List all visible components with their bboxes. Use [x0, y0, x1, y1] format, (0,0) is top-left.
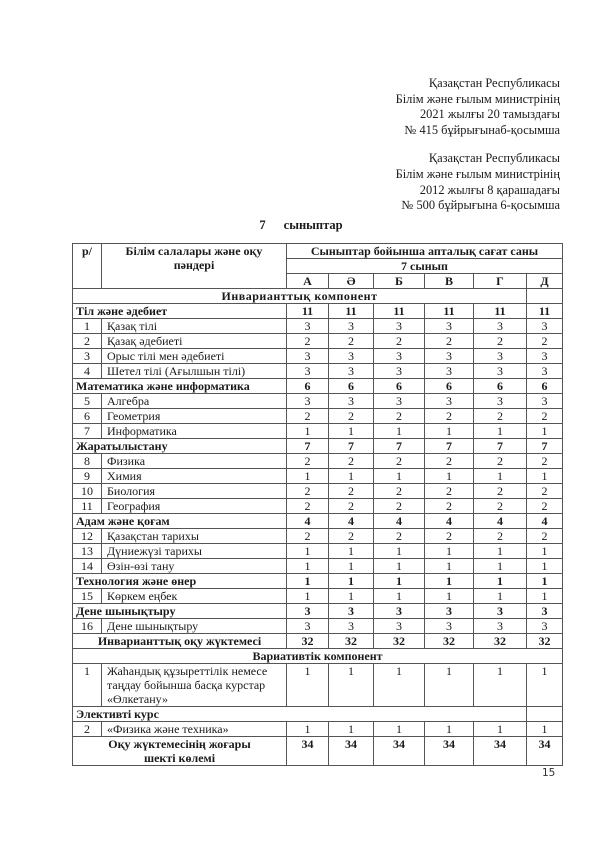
max-load-row [73, 737, 563, 766]
subject-hours: 2 [527, 334, 563, 349]
subject-name: Жаһандық құзыреттілік немесе таңдау бойынша басқа курстар «Өлкетану» [102, 664, 287, 707]
group-hours: 4 [527, 514, 563, 529]
group-hours: 6 [287, 379, 329, 394]
subject-hours: 3 [474, 319, 527, 334]
table-row [73, 664, 563, 707]
table-row [73, 469, 563, 484]
subject-hours: 3 [287, 349, 329, 364]
subject-hours: 1 [474, 469, 527, 484]
grade-number: 7 [259, 218, 266, 232]
subject-hours: 3 [474, 394, 527, 409]
curriculum-table [72, 243, 563, 766]
subject-hours: 1 [329, 722, 374, 737]
subject-hours: 2 [374, 454, 425, 469]
group-hours: 1 [527, 574, 563, 589]
subject-hours: 3 [374, 364, 425, 379]
subject-hours: 3 [329, 349, 374, 364]
subject-hours: 1 [527, 589, 563, 604]
subject-hours: 2 [374, 409, 425, 424]
appendix-line: № 415 бұйрығынаб-қосымша [404, 122, 560, 137]
subject-hours: 1 [329, 544, 374, 559]
subject-hours: 1 [527, 664, 563, 707]
page-number: 15 [542, 767, 556, 779]
subject-number: 3 [73, 349, 102, 364]
group-hours: 7 [329, 439, 374, 454]
subject-hours: 2 [474, 499, 527, 514]
subject-hours: 2 [425, 529, 474, 544]
group-name: Дене шынықтыру [73, 604, 287, 619]
subject-number: 5 [73, 394, 102, 409]
header-class: В [425, 274, 474, 289]
group-hours: 11 [287, 304, 329, 319]
group-hours: 3 [474, 604, 527, 619]
subject-hours: 1 [287, 664, 329, 707]
group-hours: 4 [374, 514, 425, 529]
total-hours: 32 [474, 634, 527, 649]
subject-hours: 1 [527, 469, 563, 484]
subject-name: Қазақ тілі [102, 319, 287, 334]
appendix-line: Қазақстан Республикасы [428, 76, 560, 90]
max-load-hours: 34 [287, 737, 329, 766]
subject-name: Геометрия [102, 409, 287, 424]
subject-hours: 2 [527, 529, 563, 544]
appendix-line: Білім және ғылым министрінің [395, 91, 560, 106]
total-label: Инварианттық оқу жүктемесі [73, 634, 287, 649]
subject-hours: 3 [425, 619, 474, 634]
table-row [73, 589, 563, 604]
subject-hours: 3 [425, 394, 474, 409]
header-class: Б [374, 274, 425, 289]
max-load-hours: 34 [374, 737, 425, 766]
group-hours: 3 [374, 604, 425, 619]
subject-number: 9 [73, 469, 102, 484]
subject-hours: 3 [287, 364, 329, 379]
table-row [73, 349, 563, 364]
group-hours: 7 [425, 439, 474, 454]
table-row [73, 394, 563, 409]
subject-hours: 3 [425, 319, 474, 334]
group-hours: 4 [287, 514, 329, 529]
subject-hours: 3 [425, 349, 474, 364]
header-class: А [287, 274, 329, 289]
appendix-line: 2021 жылғы 20 тамыздағы [419, 107, 560, 122]
group-row [73, 439, 563, 454]
group-name: Тіл және әдебиет [73, 304, 287, 319]
subject-hours: 1 [287, 544, 329, 559]
subject-hours: 2 [287, 484, 329, 499]
subject-hours: 2 [287, 499, 329, 514]
subject-hours: 1 [287, 559, 329, 574]
subject-hours: 3 [374, 394, 425, 409]
table-row [73, 424, 563, 439]
header-class: Г [474, 274, 527, 289]
subject-hours: 3 [329, 394, 374, 409]
subject-name: Информатика [102, 424, 287, 439]
group-row [73, 604, 563, 619]
subject-hours: 3 [474, 619, 527, 634]
subject-hours: 3 [374, 319, 425, 334]
header-subject: Білім салалары және оқу пәндері [102, 244, 287, 289]
subject-hours: 1 [527, 559, 563, 574]
header-number: р/ [73, 244, 102, 289]
group-hours: 3 [425, 604, 474, 619]
subject-number: 10 [73, 484, 102, 499]
table-row [73, 484, 563, 499]
page-title [0, 218, 602, 233]
empty-cell [527, 707, 563, 722]
subject-name: Дүниежүзі тарихы [102, 544, 287, 559]
subject-name: Өзін-өзі тану [102, 559, 287, 574]
group-hours: 1 [474, 574, 527, 589]
subject-hours: 1 [425, 559, 474, 574]
subject-hours: 1 [527, 722, 563, 737]
group-hours: 11 [425, 304, 474, 319]
subject-hours: 2 [329, 409, 374, 424]
subject-hours: 2 [329, 484, 374, 499]
subject-hours: 1 [474, 589, 527, 604]
total-hours: 32 [329, 634, 374, 649]
table-row [73, 334, 563, 349]
subject-hours: 2 [329, 499, 374, 514]
subject-hours: 1 [527, 544, 563, 559]
table-row [73, 364, 563, 379]
subject-hours: 2 [527, 499, 563, 514]
total-hours: 32 [527, 634, 563, 649]
subject-number: 12 [73, 529, 102, 544]
group-hours: 7 [287, 439, 329, 454]
subject-hours: 1 [425, 544, 474, 559]
group-hours: 6 [374, 379, 425, 394]
subject-hours: 2 [474, 454, 527, 469]
subject-hours: 2 [374, 334, 425, 349]
subject-hours: 2 [287, 529, 329, 544]
group-hours: 11 [527, 304, 563, 319]
max-load-label: Оқу жүктемесінің жоғары шекті көлемі [73, 737, 287, 766]
subject-hours: 3 [425, 364, 474, 379]
subject-hours: 2 [425, 499, 474, 514]
subject-name: Химия [102, 469, 287, 484]
group-hours: 11 [374, 304, 425, 319]
subject-hours: 2 [374, 484, 425, 499]
subject-number: 4 [73, 364, 102, 379]
subject-hours: 3 [527, 394, 563, 409]
subject-hours: 1 [527, 424, 563, 439]
group-hours: 4 [425, 514, 474, 529]
subject-hours: 3 [287, 319, 329, 334]
group-hours: 6 [425, 379, 474, 394]
subject-hours: 1 [329, 424, 374, 439]
subject-number: 11 [73, 499, 102, 514]
subject-hours: 2 [474, 529, 527, 544]
subject-hours: 1 [474, 544, 527, 559]
subject-hours: 1 [329, 664, 374, 707]
subject-name: Физика [102, 454, 287, 469]
subject-hours: 1 [374, 544, 425, 559]
group-row [73, 514, 563, 529]
group-hours: 1 [425, 574, 474, 589]
group-row [73, 379, 563, 394]
table-row [73, 559, 563, 574]
subject-hours: 3 [527, 349, 563, 364]
appendix-line: Білім және ғылым министрінің [395, 166, 560, 181]
max-load-hours: 34 [474, 737, 527, 766]
subject-hours: 2 [287, 454, 329, 469]
subject-hours: 1 [474, 559, 527, 574]
subject-number: 14 [73, 559, 102, 574]
max-load-hours: 34 [527, 737, 563, 766]
section-row-invariant [73, 289, 563, 304]
group-hours: 1 [374, 574, 425, 589]
subject-hours: 1 [287, 469, 329, 484]
subject-number: 2 [73, 334, 102, 349]
subject-hours: 1 [425, 722, 474, 737]
subject-hours: 1 [287, 424, 329, 439]
subject-hours: 2 [425, 454, 474, 469]
subject-hours: 2 [374, 499, 425, 514]
subject-hours: 2 [527, 484, 563, 499]
subject-number: 2 [73, 722, 102, 737]
subject-hours: 3 [329, 619, 374, 634]
subject-hours: 1 [329, 469, 374, 484]
subject-hours: 1 [425, 589, 474, 604]
subject-hours: 1 [425, 424, 474, 439]
subject-hours: 1 [425, 664, 474, 707]
subject-hours: 2 [425, 484, 474, 499]
group-name: Технология және өнер [73, 574, 287, 589]
subject-name: «Физика және техника» [102, 722, 287, 737]
subject-number: 7 [73, 424, 102, 439]
subject-number: 8 [73, 454, 102, 469]
subject-hours: 2 [474, 409, 527, 424]
subject-hours: 3 [329, 364, 374, 379]
section-row-elective [73, 707, 563, 722]
subject-hours: 2 [425, 409, 474, 424]
total-hours: 32 [425, 634, 474, 649]
header-weekly-hours: Сыныптар бойынша апталық сағат саны [287, 244, 563, 259]
group-hours: 3 [527, 604, 563, 619]
subject-number: 13 [73, 544, 102, 559]
subject-hours: 2 [374, 529, 425, 544]
subject-number: 6 [73, 409, 102, 424]
subject-name: Көркем еңбек [102, 589, 287, 604]
group-hours: 3 [329, 604, 374, 619]
group-hours: 4 [474, 514, 527, 529]
subject-hours: 2 [527, 409, 563, 424]
table-row [73, 454, 563, 469]
header-class: Д [527, 274, 563, 289]
subject-hours: 3 [374, 349, 425, 364]
max-load-hours: 34 [425, 737, 474, 766]
subject-name: Қазақ әдебиеті [102, 334, 287, 349]
subject-hours: 2 [474, 334, 527, 349]
subject-hours: 2 [527, 454, 563, 469]
grade-label: сыныптар [283, 218, 343, 232]
subject-hours: 3 [527, 619, 563, 634]
appendix-line: Қазақстан Республикасы [428, 151, 560, 166]
group-hours: 6 [474, 379, 527, 394]
subject-hours: 1 [374, 559, 425, 574]
subject-name: Орыс тілі мен әдебиеті [102, 349, 287, 364]
group-hours: 11 [329, 304, 374, 319]
group-name: Математика және информатика [73, 379, 287, 394]
subject-number: 15 [73, 589, 102, 604]
group-hours: 6 [527, 379, 563, 394]
subject-hours: 1 [374, 424, 425, 439]
subject-hours: 3 [287, 619, 329, 634]
subject-hours: 3 [287, 394, 329, 409]
table-row [73, 544, 563, 559]
header-class: Ә [329, 274, 374, 289]
subject-hours: 3 [474, 349, 527, 364]
subject-hours: 1 [374, 664, 425, 707]
subject-hours: 1 [329, 559, 374, 574]
group-hours: 1 [329, 574, 374, 589]
appendix-line: 2012 жылғы 8 қарашадағы [419, 182, 560, 197]
subject-number: 1 [73, 664, 102, 707]
subject-number: 1 [73, 319, 102, 334]
subject-hours: 1 [425, 469, 474, 484]
subject-hours: 3 [527, 319, 563, 334]
section-title: Элективті курс [73, 707, 527, 722]
total-hours: 32 [374, 634, 425, 649]
appendix-line: № 500 бұйрығына 6-қосымша [401, 198, 560, 213]
subject-hours: 3 [329, 319, 374, 334]
subject-name: Алгебра [102, 394, 287, 409]
subject-hours: 1 [474, 722, 527, 737]
empty-cell [527, 289, 563, 304]
header-grade: 7 сынып [287, 259, 563, 274]
group-hours: 3 [287, 604, 329, 619]
group-row [73, 304, 563, 319]
subject-hours: 1 [474, 664, 527, 707]
subject-name: География [102, 499, 287, 514]
table-row [73, 529, 563, 544]
subject-name: Дене шынықтыру [102, 619, 287, 634]
table-row [73, 499, 563, 514]
subject-number: 16 [73, 619, 102, 634]
group-hours: 7 [474, 439, 527, 454]
subject-hours: 3 [527, 364, 563, 379]
subject-name: Биология [102, 484, 287, 499]
subject-hours: 3 [374, 619, 425, 634]
section-row-variative [73, 649, 563, 664]
group-name: Адам және қоғам [73, 514, 287, 529]
subject-hours: 1 [329, 589, 374, 604]
group-hours: 11 [474, 304, 527, 319]
subject-hours: 1 [287, 589, 329, 604]
subject-hours: 1 [374, 469, 425, 484]
group-row [73, 574, 563, 589]
subject-hours: 1 [374, 589, 425, 604]
subject-hours: 2 [329, 529, 374, 544]
subject-name: Шетел тілі (Ағылшын тілі) [102, 364, 287, 379]
max-load-hours: 34 [329, 737, 374, 766]
table-row [73, 619, 563, 634]
appendix-reference-block [396, 76, 560, 214]
subject-hours: 2 [329, 454, 374, 469]
section-title: Инварианттық компонент [73, 289, 527, 304]
subject-hours: 2 [474, 484, 527, 499]
invariant-total-row [73, 634, 563, 649]
subject-hours: 2 [425, 334, 474, 349]
group-hours: 4 [329, 514, 374, 529]
group-hours: 7 [527, 439, 563, 454]
subject-hours: 2 [287, 409, 329, 424]
group-hours: 6 [329, 379, 374, 394]
table-row [73, 319, 563, 334]
subject-name: Қазақстан тарихы [102, 529, 287, 544]
subject-hours: 1 [287, 722, 329, 737]
subject-hours: 1 [374, 722, 425, 737]
section-title: Вариативтік компонент [73, 649, 563, 664]
table-row [73, 722, 563, 737]
subject-hours: 2 [287, 334, 329, 349]
table-row [73, 409, 563, 424]
subject-hours: 2 [329, 334, 374, 349]
group-hours: 7 [374, 439, 425, 454]
total-hours: 32 [287, 634, 329, 649]
subject-hours: 3 [474, 364, 527, 379]
group-hours: 1 [287, 574, 329, 589]
group-name: Жаратылыстану [73, 439, 287, 454]
subject-hours: 1 [474, 424, 527, 439]
